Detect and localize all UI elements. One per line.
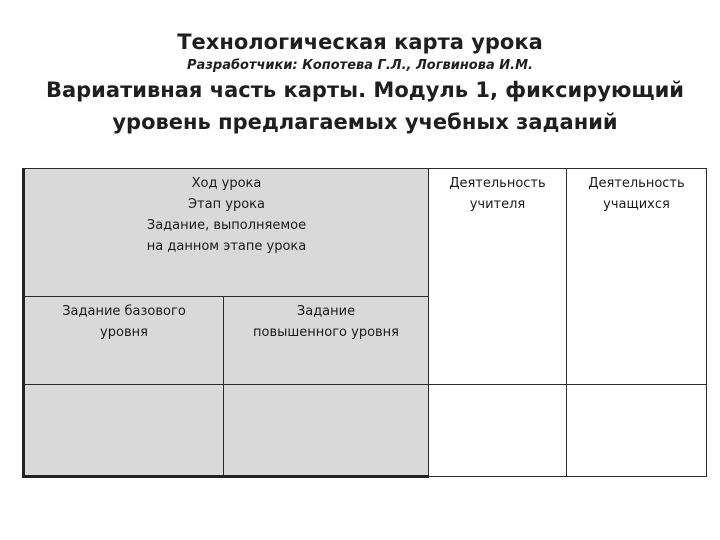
students-activity-label-1: Деятельность (588, 176, 685, 191)
basic-task-label-2: уровня (100, 325, 148, 340)
students-activity-empty-cell (567, 385, 707, 477)
basic-task-label-1: Задание базового (62, 304, 186, 319)
subtitle-line-1: Вариативная часть карты. Модуль 1, фиксирующий (45, 78, 685, 102)
authors-line: Разработчики: Копотева Г.Л., Логвинова И.М. (187, 58, 533, 73)
page-title: Технологическая карта урока (177, 30, 543, 54)
teacher-activity-label-1: Деятельность (449, 176, 546, 191)
subtitle-line-2: уровень предлагаемых учебных заданий (112, 110, 618, 134)
basic-task-empty-cell (24, 385, 224, 477)
teacher-activity-empty-cell (429, 385, 567, 477)
teacher-activity-label-2: учителя (469, 197, 526, 212)
students-activity-label-2: учащихся (603, 197, 670, 212)
at-stage-label: на данном этапе урока (146, 239, 307, 254)
teacher-activity-header-cell (429, 169, 567, 385)
advanced-task-cell (224, 297, 429, 385)
advanced-task-empty-cell (224, 385, 429, 477)
lesson-progress-label: Ход урока (191, 176, 262, 191)
lesson-progress-header-cell (24, 169, 429, 297)
advanced-task-label-1: Задание (296, 304, 356, 319)
basic-task-cell (24, 297, 224, 385)
lesson-card-table (22, 168, 707, 478)
students-activity-header-cell (567, 169, 707, 385)
task-performed-label: Задание, выполняемое (146, 218, 307, 233)
lesson-stage-label: Этап урока (188, 197, 265, 212)
page-subtitle (20, 74, 710, 138)
advanced-task-label-2: повышенного уровня (252, 325, 400, 340)
